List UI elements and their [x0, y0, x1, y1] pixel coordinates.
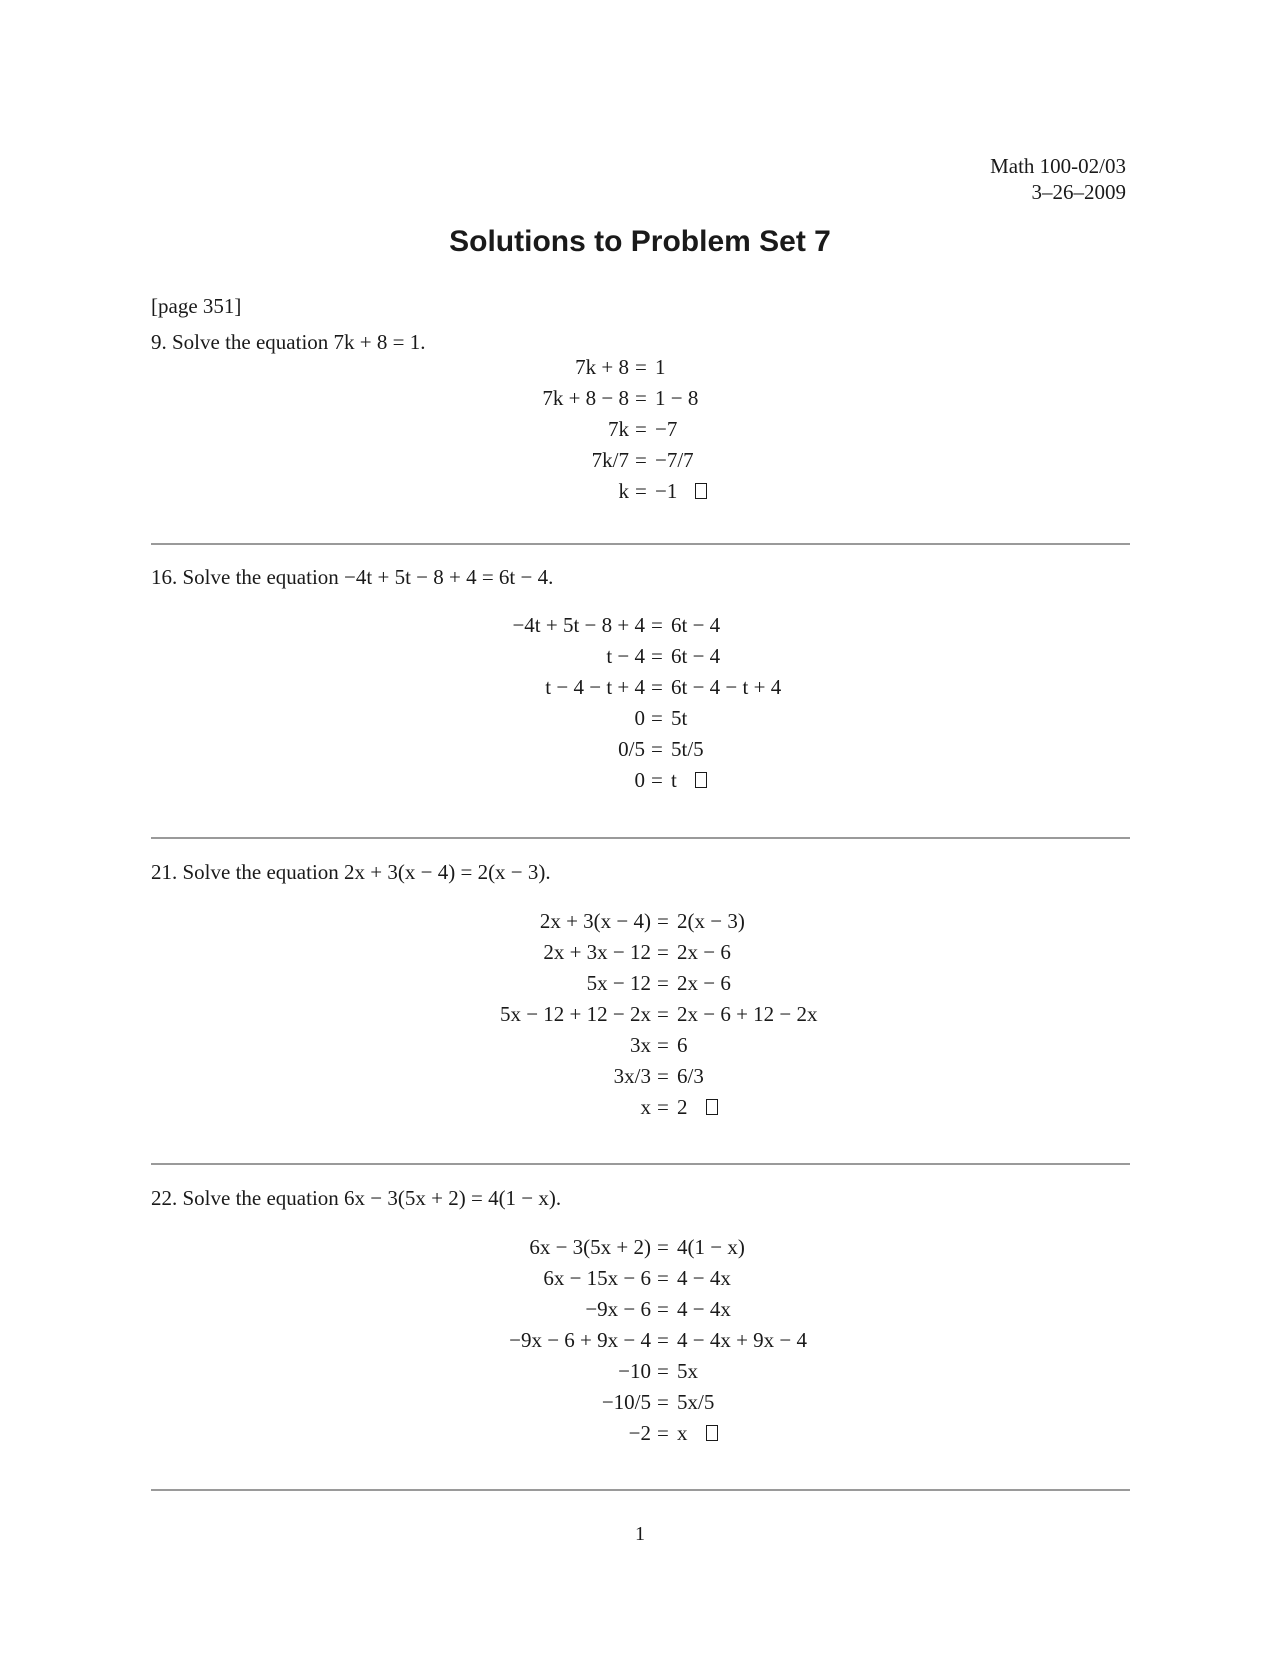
equation-rhs: 2x − 6: [677, 940, 731, 964]
qed-box-icon: [695, 772, 707, 788]
equation-step: [0, 906, 1280, 937]
equals-sign: =: [657, 1235, 669, 1259]
page-title: Solutions to Problem Set 7: [449, 225, 831, 258]
equation-step: [0, 1263, 1280, 1294]
equation-lhs: −4t + 5t − 8 + 4: [512, 613, 645, 637]
equals-sign: =: [651, 737, 663, 761]
equation-rhs: x: [677, 1421, 688, 1445]
equation-step: [0, 1387, 1280, 1418]
equals-sign: =: [657, 1359, 669, 1383]
section-divider: [151, 1489, 1130, 1491]
equals-sign: =: [657, 1033, 669, 1057]
date-label: 3–26–2009: [1031, 180, 1126, 204]
equation-rhs: 6t − 4: [671, 613, 721, 637]
equation-lhs: 7k + 8: [575, 355, 629, 379]
equation-rhs: 6: [677, 1033, 688, 1057]
equation-lhs: 2x + 3x − 12: [543, 940, 651, 964]
equation-step: [0, 1356, 1280, 1387]
equals-sign: =: [651, 706, 663, 730]
equation-lhs: −10/5: [601, 1390, 651, 1414]
equals-sign: =: [635, 417, 647, 441]
equation-rhs: 1: [655, 355, 666, 379]
problem-statement-16: 16. Solve the equation −4t + 5t − 8 + 4 = 6t − 4.: [151, 565, 554, 589]
equals-sign: =: [657, 940, 669, 964]
qed-box-icon: [695, 483, 707, 499]
equals-sign: =: [657, 909, 669, 933]
equation-step: [0, 414, 1280, 445]
equation-lhs: 3x: [630, 1033, 651, 1057]
equals-sign: =: [657, 1064, 669, 1088]
course-label: Math 100-02/03: [990, 154, 1126, 178]
equation-step: [0, 610, 1280, 641]
equation-lhs: 0: [634, 706, 645, 730]
equation-step: [0, 937, 1280, 968]
equals-sign: =: [651, 675, 663, 699]
equation-rhs: 6t − 4 − t + 4: [671, 675, 782, 699]
equation-rhs: 4 − 4x: [677, 1297, 731, 1321]
section-divider: [151, 543, 1130, 545]
page-reference: [page 351]: [151, 294, 242, 318]
equation-rhs: 2x − 6 + 12 − 2x: [677, 1002, 818, 1026]
equation-step: [0, 968, 1280, 999]
equals-sign: =: [657, 1297, 669, 1321]
equation-lhs: 2x + 3(x − 4): [539, 909, 651, 933]
equation-rhs: 2: [677, 1095, 688, 1119]
equation-lhs: −10: [618, 1359, 651, 1383]
equation-lhs: 0/5: [618, 737, 645, 761]
equation-step: [0, 734, 1280, 765]
equation-rhs: 5t/5: [671, 737, 704, 761]
equation-lhs: 0: [634, 768, 645, 792]
equation-step: [0, 641, 1280, 672]
equation-rhs: 4 − 4x + 9x − 4: [677, 1328, 808, 1352]
equation-rhs: 5x: [677, 1359, 698, 1383]
equation-rhs: 1 − 8: [655, 386, 699, 410]
section-divider: [151, 1163, 1130, 1165]
equals-sign: =: [657, 1095, 669, 1119]
equation-step: [0, 999, 1280, 1030]
equals-sign: =: [635, 448, 647, 472]
equation-lhs: 3x/3: [613, 1064, 651, 1088]
equation-step: [0, 1325, 1280, 1356]
equation-lhs: −9x − 6 + 9x − 4: [509, 1328, 651, 1352]
equation-rhs: t: [671, 768, 677, 792]
section-divider: [151, 837, 1130, 839]
equation-step: [0, 476, 1280, 507]
equation-lhs: k: [618, 479, 629, 503]
equation-step: [0, 1232, 1280, 1263]
equals-sign: =: [657, 1390, 669, 1414]
equation-step: [0, 765, 1280, 796]
equation-rhs: 5x/5: [677, 1390, 715, 1414]
equals-sign: =: [635, 479, 647, 503]
equation-rhs: −1: [655, 479, 678, 503]
equation-lhs: −2: [628, 1421, 651, 1445]
equals-sign: =: [657, 971, 669, 995]
problem-statement-22: 22. Solve the equation 6x − 3(5x + 2) = 4(1 − x).: [151, 1186, 562, 1210]
equals-sign: =: [657, 1002, 669, 1026]
equation-rhs: 4(1 − x): [677, 1235, 745, 1259]
qed-box-icon: [706, 1425, 718, 1441]
equation-rhs: 6/3: [677, 1064, 704, 1088]
equals-sign: =: [651, 613, 663, 637]
equation-rhs: 2(x − 3): [677, 909, 745, 933]
equation-step: [0, 672, 1280, 703]
equation-step: [0, 352, 1280, 383]
equals-sign: =: [657, 1266, 669, 1290]
equation-lhs: x: [640, 1095, 651, 1119]
equation-rhs: 4 − 4x: [677, 1266, 731, 1290]
equation-lhs: 7k + 8 − 8: [542, 386, 629, 410]
equation-step: [0, 703, 1280, 734]
equation-lhs: t − 4 − t + 4: [545, 675, 645, 699]
equals-sign: =: [657, 1421, 669, 1445]
page-number: 1: [635, 1523, 645, 1545]
qed-box-icon: [706, 1099, 718, 1115]
equation-step: [0, 1294, 1280, 1325]
equals-sign: =: [635, 355, 647, 379]
equation-lhs: 7k/7: [591, 448, 629, 472]
equation-lhs: 7k: [608, 417, 629, 441]
equals-sign: =: [635, 386, 647, 410]
equation-step: [0, 1030, 1280, 1061]
equals-sign: =: [651, 768, 663, 792]
equation-rhs: −7: [655, 417, 678, 441]
equation-step: [0, 1061, 1280, 1092]
equation-lhs: 6x − 3(5x + 2): [529, 1235, 651, 1259]
equals-sign: =: [657, 1328, 669, 1352]
equation-step: [0, 383, 1280, 414]
equals-sign: =: [651, 644, 663, 668]
equation-step: [0, 445, 1280, 476]
course-header: [990, 153, 1126, 205]
equation-lhs: t − 4: [606, 644, 645, 668]
equation-rhs: 5t: [671, 706, 688, 730]
equation-lhs: −9x − 6: [585, 1297, 651, 1321]
equation-lhs: 6x − 15x − 6: [543, 1266, 651, 1290]
equation-rhs: −7/7: [655, 448, 694, 472]
equation-lhs: 5x − 12 + 12 − 2x: [499, 1002, 651, 1026]
problem-statement-9: 9. Solve the equation 7k + 8 = 1.: [151, 330, 426, 354]
equation-step: [0, 1418, 1280, 1449]
equation-rhs: 6t − 4: [671, 644, 721, 668]
problem-statement-21: 21. Solve the equation 2x + 3(x − 4) = 2(x − 3).: [151, 860, 551, 884]
equation-lhs: 5x − 12: [586, 971, 651, 995]
equation-step: [0, 1092, 1280, 1123]
equation-rhs: 2x − 6: [677, 971, 731, 995]
